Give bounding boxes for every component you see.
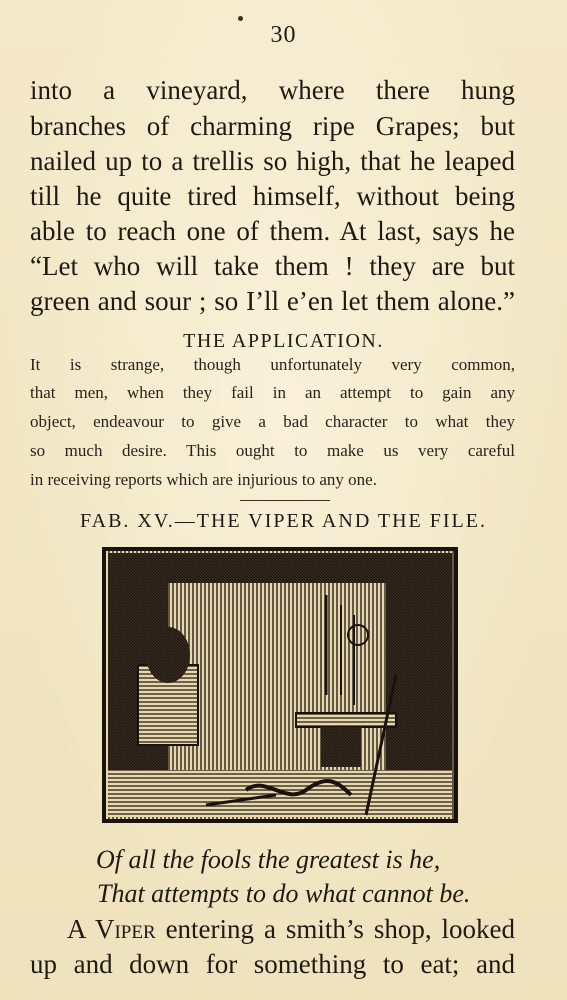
application-line: in receiving reports which are injurious to any one. bbox=[30, 470, 377, 489]
fable-opening-line bbox=[67, 911, 515, 947]
opening-rest: entering a smith’s shop, looked bbox=[165, 914, 516, 944]
body-line: “Let who will take them ! they are but bbox=[30, 251, 515, 281]
moral-line: Of all the fools the greatest is he, bbox=[96, 845, 441, 874]
opening-smallcaps: Viper bbox=[94, 914, 156, 944]
body-line: up and down for something to eat; and bbox=[30, 949, 515, 979]
application-line: object, endeavour to give a bad character to what they bbox=[30, 412, 515, 431]
application-line: It is strange, though unfortunately very common, bbox=[30, 355, 515, 374]
application-line: that men, when they fail in an attempt to gain any bbox=[30, 383, 515, 402]
ink-dot bbox=[238, 16, 243, 21]
opening-prefix: A bbox=[67, 914, 86, 944]
body-line: branches of charming ripe Grapes; but bbox=[30, 111, 515, 141]
body-line: nailed up to a trellis so high, that he leaped bbox=[30, 146, 515, 176]
body-line: green and sour ; so I’ll e’en let them alone.” bbox=[30, 286, 515, 316]
moral-line: That attempts to do what cannot be. bbox=[97, 879, 471, 908]
fable-title: FAB. XV.—THE VIPER AND THE FILE. bbox=[80, 510, 487, 532]
application-line: so much desire. This ought to make us very careful bbox=[30, 441, 515, 460]
application-heading: THE APPLICATION. bbox=[183, 330, 384, 352]
section-divider bbox=[240, 500, 330, 501]
body-line: able to reach one of them. At last, says he bbox=[30, 216, 515, 246]
woodcut-illustration bbox=[96, 545, 466, 830]
page-number: 30 bbox=[270, 22, 297, 48]
body-line: into a vineyard, where there hung bbox=[30, 75, 515, 105]
body-line: till he quite tired himself, without being bbox=[30, 181, 515, 211]
